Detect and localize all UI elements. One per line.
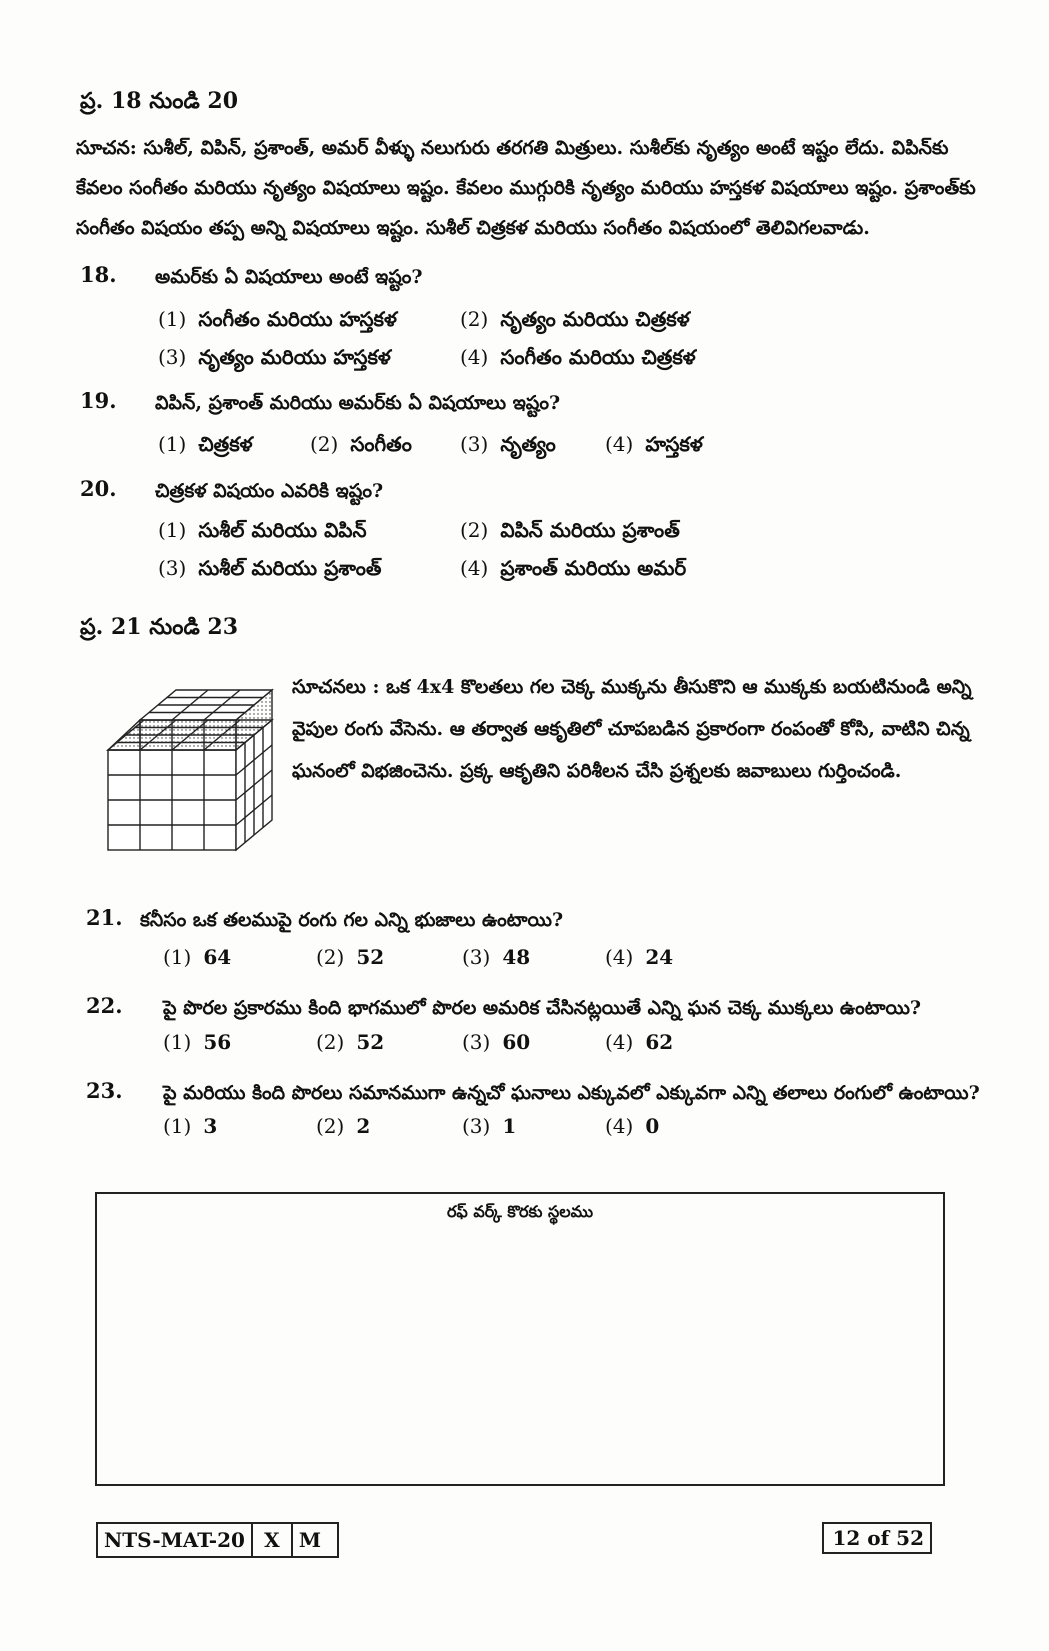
option-text: ప్రశాంత్ మరియు అమర్ bbox=[500, 556, 687, 580]
q22-option-3 bbox=[462, 1030, 530, 1054]
option-number: (3) bbox=[158, 345, 187, 369]
page-number: 12 of 52 bbox=[832, 1526, 924, 1550]
option-number: (3) bbox=[462, 1114, 491, 1138]
q19-option-4 bbox=[605, 432, 703, 461]
option-number: (3) bbox=[158, 556, 187, 580]
option-number: (2) bbox=[316, 945, 345, 969]
option-number: (2) bbox=[460, 518, 489, 542]
section-heading-18-20: ప్ర. 18 నుండి 20 bbox=[80, 88, 238, 114]
q18-option-2 bbox=[460, 307, 690, 336]
option-text: సంగీతం bbox=[350, 432, 412, 456]
option-text: సుశీల్ మరియు విపిన్ bbox=[198, 518, 367, 542]
q21-option-2 bbox=[316, 945, 384, 969]
section-heading-21-23: ప్ర. 21 నుండి 23 bbox=[80, 614, 238, 640]
instruction-label: సూచన: bbox=[76, 137, 137, 159]
q22-option-4 bbox=[605, 1030, 673, 1054]
q19-option-3 bbox=[460, 432, 556, 461]
q18-number: 18. bbox=[80, 262, 117, 287]
rough-work-box bbox=[95, 1192, 945, 1486]
option-text: 48 bbox=[502, 945, 531, 969]
footer-m: M bbox=[291, 1524, 337, 1556]
option-number: (3) bbox=[462, 945, 491, 969]
option-number: (1) bbox=[158, 307, 187, 331]
q23-number: 23. bbox=[86, 1078, 123, 1103]
q22-option-2 bbox=[316, 1030, 384, 1054]
q18-text: అమర్‌కు ఏ విషయాలు అంటే ఇష్టం? bbox=[155, 266, 423, 288]
footer-x: X bbox=[251, 1524, 291, 1556]
option-number: (1) bbox=[163, 1030, 192, 1054]
q23-option-2 bbox=[316, 1114, 370, 1138]
option-number: (4) bbox=[605, 432, 634, 456]
q18-option-1 bbox=[158, 307, 397, 336]
option-text: 52 bbox=[356, 945, 385, 969]
option-number: (2) bbox=[316, 1030, 345, 1054]
q20-option-3 bbox=[158, 556, 381, 585]
option-text: నృత్యం మరియు చిత్రకళ bbox=[500, 307, 690, 331]
q21-option-3 bbox=[462, 945, 530, 969]
option-text: 60 bbox=[502, 1030, 531, 1054]
q20-option-1 bbox=[158, 518, 367, 547]
option-text: సంగీతం మరియు చిత్రకళ bbox=[500, 345, 696, 369]
option-number: (3) bbox=[462, 1030, 491, 1054]
cube-cut-face-dotted bbox=[140, 720, 236, 750]
q22-option-1 bbox=[163, 1030, 231, 1054]
q21-text: కనీసం ఒక తలముపై రంగు గల ఎన్ని భుజాలు ఉంటాయి? bbox=[140, 909, 564, 931]
option-text: 2 bbox=[356, 1114, 371, 1138]
instruction-label: సూచనలు : bbox=[292, 676, 380, 698]
q23-option-1 bbox=[163, 1114, 217, 1138]
option-text: 0 bbox=[645, 1114, 660, 1138]
q19-text: విపిన్, ప్రశాంత్ మరియు అమర్‌కు ఏ విషయాలు ఇష్టం? bbox=[155, 392, 561, 414]
option-number: (2) bbox=[316, 1114, 345, 1138]
cube-figure bbox=[100, 680, 280, 860]
option-text: 52 bbox=[356, 1030, 385, 1054]
instruction-21-23 bbox=[292, 666, 974, 792]
option-text: 62 bbox=[645, 1030, 674, 1054]
option-text: 56 bbox=[203, 1030, 232, 1054]
option-text: 3 bbox=[203, 1114, 218, 1138]
option-text: హస్తకళ bbox=[645, 432, 703, 456]
q18-option-4 bbox=[460, 345, 696, 374]
instruction-text: ఒక 4x4 కొలతలు గల చెక్క ముక్కను తీసుకొని ఆ ముక్కకు బయటినుండి అన్ని వైపుల రంగు వేసెను. ఆ తర్వాత ఆకృతిలో చూపబడిన ప్రకారంగా రంపంతో కోసి, వాటిని చిన్న ఘనంలో విభజించెను. ప్రక్క ఆకృతిని పరిశీలన చేసి ప్రశ్నలకు జవాబులు గుర్తించండి. bbox=[292, 676, 972, 782]
q20-text: చిత్రకళ విషయం ఎవరికి ఇష్టం? bbox=[155, 480, 384, 502]
q19-option-2 bbox=[310, 432, 412, 461]
option-number: (4) bbox=[460, 345, 489, 369]
option-number: (4) bbox=[605, 1114, 634, 1138]
option-number: (1) bbox=[163, 945, 192, 969]
option-number: (2) bbox=[310, 432, 339, 456]
option-text: సుశీల్ మరియు ప్రశాంత్ bbox=[198, 556, 382, 580]
q21-number: 21. bbox=[86, 905, 123, 930]
option-number: (4) bbox=[605, 945, 634, 969]
instruction-18-20 bbox=[76, 128, 976, 248]
q23-option-4 bbox=[605, 1114, 659, 1138]
q23-text: పై మరియు కింది పొరలు సమానముగా ఉన్నచో ఘనాలు ఎక్కువలో ఎక్కువగా ఎన్ని తలాలు రంగులో ఉంటాయి? bbox=[163, 1082, 980, 1104]
footer-page-box bbox=[822, 1522, 932, 1554]
option-text: సంగీతం మరియు హస్తకళ bbox=[198, 307, 397, 331]
option-number: (4) bbox=[460, 556, 489, 580]
option-text: నృత్యం bbox=[500, 432, 556, 456]
rough-work-title: రఫ్ వర్క్ కొరకు స్థలము bbox=[446, 1202, 594, 1221]
option-text: విపిన్ మరియు ప్రశాంత్ bbox=[500, 518, 680, 542]
q20-number: 20. bbox=[80, 476, 117, 501]
option-number: (1) bbox=[158, 518, 187, 542]
option-number: (3) bbox=[460, 432, 489, 456]
option-text: 24 bbox=[645, 945, 674, 969]
q19-option-1 bbox=[158, 432, 253, 461]
q19-number: 19. bbox=[80, 388, 117, 413]
q22-text: పై పొరల ప్రకారము కింది భాగములో పొరల అమరిక చేసినట్లయితే ఎన్ని ఘన చెక్క ముక్కలు ఉంటాయి? bbox=[163, 997, 922, 1019]
option-text: 1 bbox=[502, 1114, 517, 1138]
q23-option-3 bbox=[462, 1114, 516, 1138]
option-text: 64 bbox=[203, 945, 232, 969]
cube-step-dotted bbox=[108, 720, 140, 750]
option-text: చిత్రకళ bbox=[198, 432, 253, 456]
option-number: (2) bbox=[460, 307, 489, 331]
q21-option-1 bbox=[163, 945, 231, 969]
q18-option-3 bbox=[158, 345, 391, 374]
q20-option-2 bbox=[460, 518, 680, 547]
q21-option-4 bbox=[605, 945, 673, 969]
q20-option-4 bbox=[460, 556, 686, 585]
footer-code-box bbox=[96, 1522, 339, 1558]
option-number: (4) bbox=[605, 1030, 634, 1054]
option-text: నృత్యం మరియు హస్తకళ bbox=[198, 345, 391, 369]
footer-code: NTS-MAT-20 bbox=[104, 1528, 245, 1552]
instruction-text: సుశీల్, విపిన్, ప్రశాంత్, అమర్ వీళ్ళు నలుగురు తరగతి మిత్రులు. సుశీల్‌కు నృత్యం అంటే ఇష్టం లేదు. విపిన్‌కు కేవలం సంగీతం మరియు నృత్యం విషయాలు ఇష్టం. కేవలం ముగ్గురికి నృత్యం మరియు హస్తకళ విషయాలు ఇష్టం. ప్రశాంత్‌కు సంగీతం విషయం తప్ప అన్ని విషయాలు ఇష్టం. సుశీల్ చిత్రకళ మరియు సంగీతం విషయంలో తెలివిగలవాడు. bbox=[76, 137, 976, 239]
option-number: (1) bbox=[158, 432, 187, 456]
q22-number: 22. bbox=[86, 993, 123, 1018]
option-number: (1) bbox=[163, 1114, 192, 1138]
